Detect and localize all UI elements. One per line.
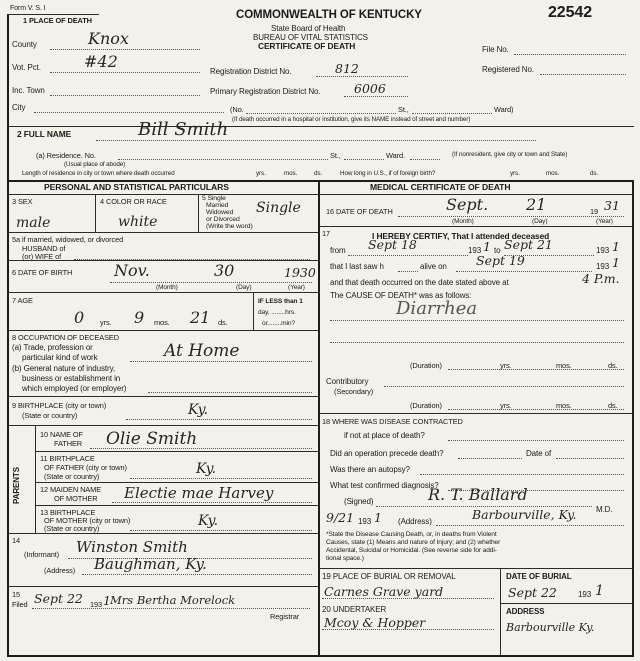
signed-address: Barbourville, Ky. [472,507,577,522]
operation-line [458,458,522,459]
city-label: City [12,103,26,112]
burial-place-value: Carnes Grave yard [324,584,444,599]
rule-burial-divider [500,568,501,655]
no-label: (No. [230,105,244,114]
rule-burial-date [500,603,632,604]
filed-year-digit: 1 [103,593,111,608]
filed-year-suffix: 193 [90,600,103,609]
rule-parents-bottom [7,533,318,534]
occupation-label: 8 OCCUPATION OF DECEASED [12,333,119,342]
inc-town-line [50,95,200,96]
marital-label-3: Widowed [206,209,234,216]
registration-district-value: 812 [335,61,359,76]
dod-day-caption: (Day) [532,218,548,225]
from-date: Sept 18 [368,237,417,252]
undertaker-line [322,629,494,630]
residence-label: (a) Residence. No. [36,151,96,160]
burial-year: 193 [578,590,592,599]
alive-line [456,271,592,272]
form-label: Form V. S. I [10,5,46,12]
rule-death-date [318,226,634,227]
nonresident-note: (If nonresident, give city or town and State) [452,151,568,158]
informant-value: Winston Smith [76,538,188,556]
duration-line-2 [448,409,624,410]
rule-sex [7,232,318,233]
test-label: What test confirmed diagnosis? [330,481,439,490]
rule-parents [35,425,36,533]
if-less-2: day, ........hrs. [258,309,296,316]
q18-b: if not at place of death? [344,431,425,440]
sex-value: male [16,215,51,231]
bureau-title: BUREAU OF VITAL STATISTICS [253,33,368,42]
age-mos-value: 9 [134,308,145,327]
footnote-2: Causes, state (1) Means and nature of Injury; and (2) whether [326,539,501,546]
county-line [50,49,200,50]
sex-label: 3 SEX [12,197,33,206]
registration-district-label: Registration District No. [210,67,292,76]
occupation-value: At Home [164,341,240,361]
alive-on-text: alive on [420,262,447,271]
length-note: Length of residence in city or town where death occurred [22,170,175,177]
autopsy-line [420,474,624,475]
duration-line-1 [448,369,624,370]
father-birth-line [130,478,312,479]
signed-year-digit: 1 [374,510,382,525]
dob-year-caption: (Year) [288,284,305,291]
vot-pct-line [50,72,200,73]
certificate-title: CERTIFICATE OF DEATH [258,41,356,51]
date-of-label: Date of [526,449,552,458]
autopsy-label: Was there an autopsy? [330,465,410,474]
birthplace-label-2: (State or country) [22,411,78,420]
medical-section-title: MEDICAL CERTIFICATE OF DEATH [370,182,511,192]
q18-line [448,440,624,441]
mother-name-label-2: OF MOTHER [54,494,98,503]
rule-mother [35,505,318,506]
cause-value: Diarrhea [396,298,478,319]
rule-name-top [7,126,634,127]
mother-birth-label-3: (State or country) [44,524,100,533]
full-name-label: 2 FULL NAME [17,129,72,139]
rule-informant [7,586,318,587]
place-of-death-label: 1 PLACE OF DEATH [23,16,92,25]
duration-label-2: (Duration) [410,401,442,410]
occupation-b-3: which employed (or employer) [22,384,127,393]
us-ds: ds. [590,170,599,177]
age-label: 7 AGE [12,296,33,305]
age-ds-unit: ds. [218,318,228,327]
cause-line-2 [330,342,624,343]
burial-year-digit: 1 [595,583,604,599]
mother-name-label-1: 12 MAIDEN NAME [40,485,102,494]
rule-age [7,330,318,331]
dod-year-prefix: 19 [590,207,599,216]
rule-father-birth [35,482,318,483]
spouse-label-2: HUSBAND of [22,244,66,253]
mother-birth-line [130,530,312,531]
to-year-digit: 1 [612,239,620,254]
marital-value: Single [256,200,301,216]
to-year: 193 [596,246,610,255]
occupation-b-line [148,392,312,393]
parents-label: PARENTS [12,467,21,504]
ward-label: Ward) [494,105,514,114]
birthplace-value: Ky. [188,402,209,418]
length-ds: ds. [314,170,323,177]
length-yrs: yrs. [256,170,266,177]
if-less-1: IF LESS than 1 [258,298,303,305]
age-yrs-value: 0 [74,308,85,327]
death-occurred-text: and that death occurred on the date stated above at [330,278,509,287]
full-name-line [96,140,536,141]
dob-month-caption: (Month) [156,284,178,291]
alive-date: Sept 19 [476,253,525,268]
spouse-label-1: 5a if married, widowed, or divorced [12,235,124,244]
marital-label-4: or Divorced [206,216,240,223]
residence-ward-label: Ward. [386,151,405,160]
last-saw-line [398,271,418,272]
mother-birth-value: Ky. [198,513,219,529]
duration-label-1: (Duration) [410,361,442,370]
usual-place-note: (Usual place of abode) [64,161,126,168]
undertaker-address: Barbourville Ky. [506,621,595,634]
mother-name-value: Electie mae Harvey [124,484,274,502]
burial-place-line [322,598,494,599]
cert-num: 17 [322,229,331,238]
from-label: from [330,246,346,255]
burial-date-value: Sept 22 [508,585,557,600]
date-of-death-label: 16 DATE OF DEATH [326,207,393,216]
length-mos: mos. [284,170,298,177]
father-name-value: Olie Smith [106,429,198,449]
last-saw-text: that I last saw h [330,262,384,271]
occupation-a-line [130,361,312,362]
age-yrs-unit: yrs. [100,318,112,327]
birthplace-line [126,419,312,420]
dob-month: Nov. [114,261,150,280]
rule-dob [7,292,318,293]
registrar-value: Mrs Bertha Morelock [110,593,236,607]
father-birth-value: Ky. [196,461,217,477]
footnote-3: Accidental, Suicidal or Homicidal. (See reverse side for addi- [326,547,497,554]
occupation-a-2: particular kind of work [22,353,98,362]
full-name-value: Bill Smith [138,119,229,140]
dod-year-caption: (Year) [596,218,613,225]
undertaker-label: 20 UNDERTAKER [322,605,387,614]
us-yrs: yrs. [510,170,520,177]
residence-st-label: St., [330,151,341,160]
file-no-label: File No. [482,45,509,54]
rule-sex-color [95,194,96,232]
burial-date-label: DATE OF BURIAL [506,572,572,581]
signed-address-label: (Address) [398,517,432,526]
primary-district-value: 6006 [354,81,386,96]
signed-address-line [436,525,624,526]
signed-value: R. T. Ballard [428,485,528,504]
primary-district-label: Primary Registration District No. [210,87,321,96]
dob-year: 1930 [284,265,316,280]
spouse-label-3: (or) WIFE of [22,252,62,261]
duration-ds-2: ds. [608,401,618,410]
undertaker-value: Mcoy & Hopper [324,615,426,630]
informant-label: (Informant) [24,550,60,559]
filed-label: Filed [12,600,28,609]
occupation-b-1: (b) General nature of industry, [12,364,116,373]
to-label: to [494,246,501,255]
rule-age-less [253,292,254,330]
color-label: 4 COLOR OR RACE [100,197,167,206]
secondary-label: (Secondary) [334,387,374,396]
informant-address-value: Baughman, Ky. [94,555,207,573]
certificate-number: 22542 [548,4,592,21]
registrar-label: Registrar [270,612,300,621]
vot-pct-value: #42 [84,52,118,71]
dob-day: 30 [214,261,235,280]
father-name-label-2: FATHER [54,439,83,448]
undertaker-address-label: ADDRESS [506,607,545,616]
duration-mos-1: mos. [556,361,572,370]
md-label: M.D. [596,505,613,514]
date-of-death-line [398,216,624,217]
color-value: white [118,214,158,230]
informant-address-line [82,574,312,575]
informant-num: 14 [12,536,21,545]
st-label: St., [398,105,409,114]
board-title: State Board of Health [271,24,346,33]
certify-text: I HEREBY CERTIFY, That I attended deceased [372,231,550,241]
from-year-digit: 1 [483,239,491,254]
from-year: 193 [468,246,482,255]
signed-year: 193 [358,517,372,526]
personal-section-title: PERSONAL AND STATISTICAL PARTICULARS [44,182,229,192]
rule-occupation [7,396,318,397]
mother-birth-label-1: 13 BIRTHPLACE [40,508,96,517]
inc-town-label: Inc. Town [12,86,45,95]
frame-left [7,14,9,657]
county-label: County [12,40,37,49]
age-ds-value: 21 [190,308,211,327]
footnote-1: *State the Disease Causing Death, or, in deaths from Violent [326,531,497,538]
cause-line-1 [330,320,624,321]
dod-year-digits: 31 [604,198,620,213]
signed-date: 9/21 [326,510,355,525]
spouse-line [74,259,310,260]
father-birth-label-2: OF FATHER (city or town) [44,463,127,472]
frame-right [632,180,634,657]
occupation-b-2: business or establishment in [22,374,121,383]
father-birth-label-1: 11 BIRTHPLACE [40,454,95,463]
frame-bottom [7,655,634,657]
city-line [34,112,224,113]
to-date: Sept 21 [504,237,553,252]
marital-label-1: 5 Single [202,195,226,202]
cause-text: The CAUSE OF DEATH* was as follows: [330,291,472,300]
alive-year: 193 [596,262,610,271]
father-birth-label-3: (State or country) [44,472,100,481]
rule-burial [318,568,634,569]
registered-no-label: Registered No. [482,65,534,74]
if-less-3: or........min? [262,320,296,327]
vot-pct-label: Vot. Pct. [12,63,41,72]
duration-yrs-1: yrs. [500,361,512,370]
occupation-a-1: (a) Trade, profession or [12,343,93,352]
filed-date: Sept 22 [34,591,83,606]
dob-day-caption: (Day) [236,284,252,291]
birthplace-label-1: 9 BIRTHPLACE (city or town) [12,401,107,410]
rule-center [318,180,320,655]
marital-label-5: (Write the word) [206,223,253,230]
duration-ds-1: ds. [608,361,618,370]
dod-month: Sept. [446,195,489,214]
marital-label-2: Married [206,202,229,209]
burial-place-label: 19 PLACE OF BURIAL OR REMOVAL [322,572,456,581]
q18-label: 18 WHERE WAS DISEASE CONTRACTED [322,417,463,426]
registered-no-line [540,74,626,75]
date-of-line [556,458,624,459]
filed-num: 15 [12,590,21,599]
mother-birth-label-2: OF MOTHER (city or town) [44,516,131,525]
dod-day: 21 [526,195,547,214]
q18-c: Did an operation precede death? [330,449,444,458]
state-title: COMMONWEALTH OF KENTUCKY [236,9,422,21]
age-mos-unit: mos. [154,318,170,327]
residence-ward-line [410,159,440,160]
residence-line [118,159,328,160]
dob-line [110,282,312,283]
duration-mos-2: mos. [556,401,572,410]
rule-birthplace [7,425,318,426]
rule-father [35,451,318,452]
st-line [412,113,492,114]
death-time: 4 P.m. [582,271,620,286]
us-mos: mos. [546,170,560,177]
alive-year-digit: 1 [612,255,620,270]
county-value: Knox [88,29,129,48]
contributory-label: Contributory [326,377,369,386]
from-line [348,255,468,256]
registration-district-line [316,76,408,77]
hospital-note: (If death occurred in a hospital or institution, give its NAME instead of street and number) [232,116,471,123]
informant-address-label: (Address) [44,566,76,575]
signed-label: (Signed) [344,497,374,506]
dob-label: 6 DATE OF BIRTH [12,268,73,277]
no-line [246,113,396,114]
contributory-line [384,386,624,387]
footnote-4: tional space.) [326,555,364,562]
rule-color-marital [198,194,199,232]
father-name-label-1: 10 NAME OF [40,430,83,439]
file-no-line [514,54,626,55]
mother-name-line [112,502,312,503]
rule-place-top [7,14,99,15]
duration-yrs-2: yrs. [500,401,512,410]
dod-month-caption: (Month) [452,218,474,225]
residence-st-line [344,159,384,160]
rule-q18 [318,413,634,414]
how-long-note: How long in U.S., if of foreign birth? [340,170,436,177]
